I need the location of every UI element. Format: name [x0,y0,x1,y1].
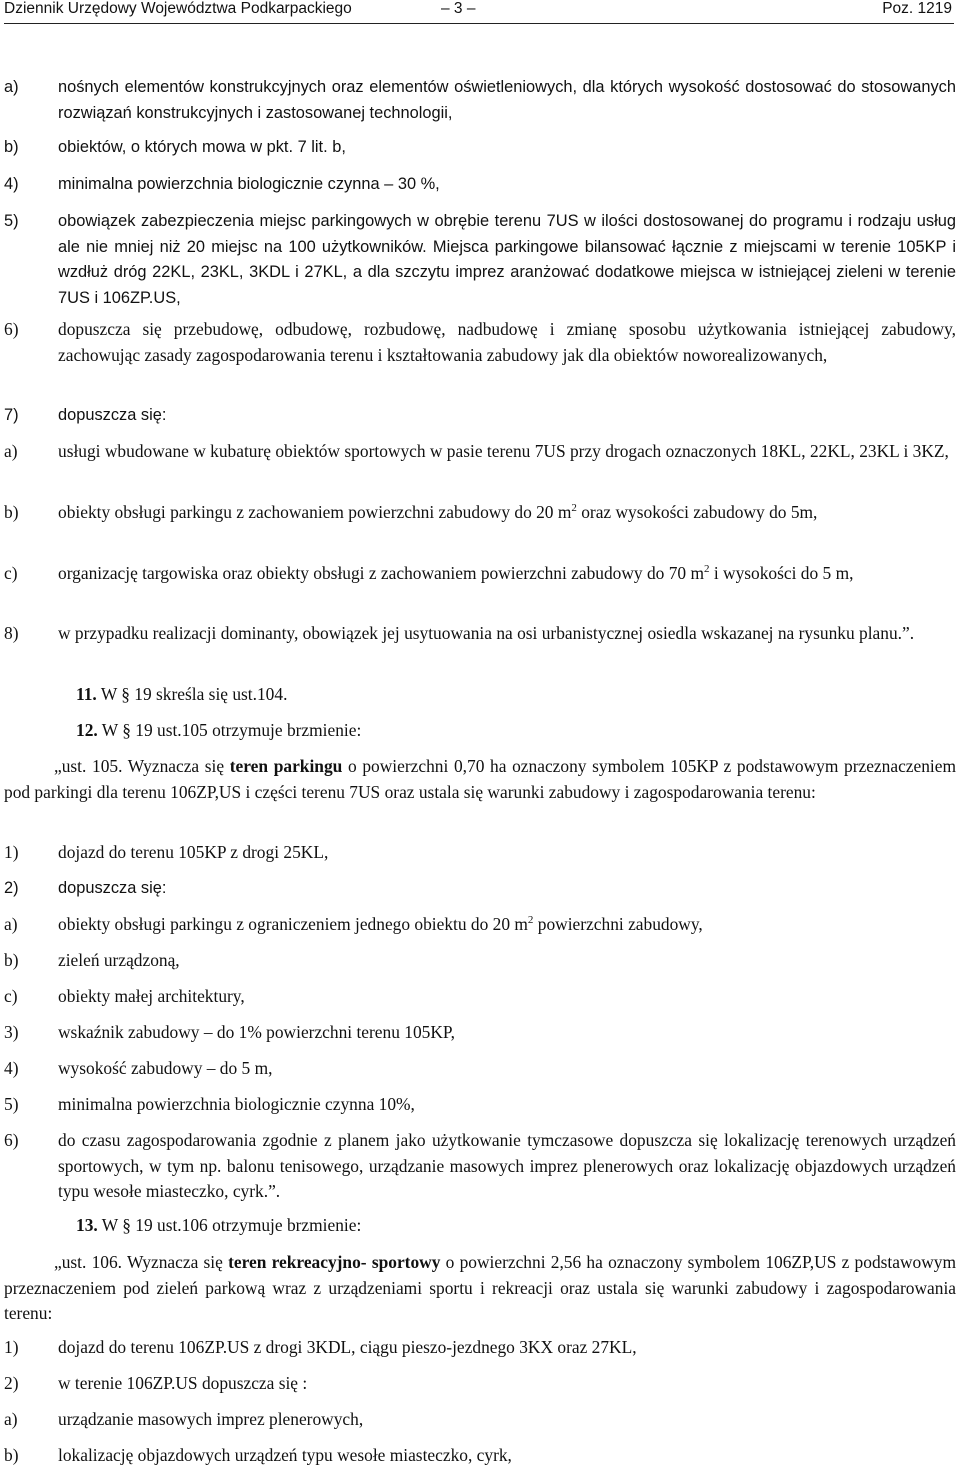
list-label: 4) [4,175,19,193]
list-label: 5) [4,1094,19,1114]
list-text-part: powierzchni zabudowy, [533,914,703,934]
list-text: dojazd do terenu 105KP z drogi 25KL, [58,842,329,862]
list-text: dopuszcza się: [58,879,167,897]
list-item [4,840,956,866]
intro-text: „ust. 106. Wyznacza się [54,1252,229,1272]
journal-title: Dziennik Urzędowy Województwa Podkarpackiego [4,0,352,17]
list-text-part: obiekty obsługi parkingu z ograniczeniem jednego obiektu do 20 m [58,914,528,934]
list-item [4,1407,956,1433]
list-text: nośnych elementów konstrukcyjnych oraz elementów oświetleniowych, dla których wysokość dostosować do stosowanych rozwiązań konstrukcyjnych i zastosowanej technologii, [58,78,956,122]
list-label: 1) [4,842,19,862]
list-item [4,1335,956,1361]
list-label: 3) [4,1022,19,1042]
intro-text: „ust. 105. Wyznacza się [54,756,230,776]
list-label: b) [4,502,19,522]
list-item [4,1092,956,1118]
list-item [4,172,956,198]
list-text: dopuszcza się: [58,406,167,424]
amendment-12 [76,718,960,744]
list-item [4,984,956,1010]
list-item [4,135,956,161]
list-label: 7) [4,406,19,424]
list-text: usługi wbudowane w kubaturę obiektów sportowych w pasie terenu 7US przy drogach oznaczonych 18KL, 22KL, 23KL i 3KZ, [58,441,949,461]
list-text: dojazd do terenu 106ZP.US z drogi 3KDL, ciągu pieszo-jezdnego 3KX oraz 27KL, [58,1337,637,1357]
list-text: dopuszcza się przebudowę, odbudowę, rozbudowę, nadbudowę i zmianę sposobu użytkowania istniejącej zabudowy, zachowując zasady zagospodarowania terenu i kształtowania zabudowy jak dla obiektów noworealizowanych, [58,319,956,365]
amendment-13 [76,1213,960,1239]
list-label: b) [4,1445,19,1465]
intro-text: o powierzchni 0,70 ha oznaczony symbolem 105KP z podstawowym przeznaczeniem pod parkingi dla terenu 106ZP,US i części terenu 7US oraz ustala się warunki zabudowy i zagospodarowania terenu: [4,756,956,802]
list-item [4,621,956,647]
list-item [4,1371,956,1397]
list-text-part: i wysokości do 5 m, [709,563,854,583]
list-label: c) [4,563,18,583]
list-text: w terenie 106ZP.US dopuszcza się : [58,1373,308,1393]
header-divider [4,23,954,24]
list-item [4,75,956,126]
list-item [4,561,956,587]
position-number: Poz. 1219 [882,0,952,17]
term-bold: teren rekreacyjno- sportowy [228,1252,441,1272]
amendment-text: W § 19 ust.106 otrzymuje brzmienie: [97,1215,362,1235]
list-item [4,439,956,465]
list-text: do czasu zagospodarowania zgodnie z planem jako użytkowanie tymczasowe dopuszcza się lokalizację terenowych urządzeń sportowych, w tym np. balonu tenisowego, urządzanie masowych imprez plenerowych oraz lokalizację objazdowych urządzeń typu wesołe miasteczko, cyrk.”. [58,1130,956,1201]
list-label: 4) [4,1058,19,1078]
list-item [4,1020,956,1046]
list-text: urządzanie masowych imprez plenerowych, [58,1409,364,1429]
list-text: lokalizację objazdowych urządzeń typu wesołe miasteczko, cyrk, [58,1445,512,1465]
list-label: b) [4,138,19,156]
list-text: obiektów, o których mowa w pkt. 7 lit. b, [58,138,346,156]
list-label: 8) [4,623,19,643]
list-label: 6) [4,319,19,339]
list-item [4,317,956,368]
list-label: a) [4,78,19,96]
list-item [4,1056,956,1082]
list-text: minimalna powierzchnia biologicznie czynna 10%, [58,1094,415,1114]
list-label: 5) [4,212,19,230]
list-item [4,1128,956,1205]
amendment-number: 11. [76,684,97,704]
term-bold: teren parkingu [229,756,343,776]
amendment-number: 12. [76,720,98,740]
list-label: c) [4,986,18,1006]
amendment-number: 13. [76,1215,98,1235]
amendment-text: W § 19 ust.105 otrzymuje brzmienie: [97,720,362,740]
amendment-text: W § 19 skreśla się ust.104. [96,684,288,704]
list-text: zieleń urządzoną, [58,950,180,970]
list-text: minimalna powierzchnia biologicznie czynna – 30 %, [58,175,440,193]
list-text [58,561,956,587]
list-item [4,1443,956,1469]
ust-106-intro [4,1250,956,1327]
list-label: 2) [4,879,19,897]
list-text-part: organizację targowiska oraz obiekty obsługi z zachowaniem powierzchni zabudowy do 70 m [58,563,704,583]
list-item [4,403,956,429]
list-label: a) [4,1409,18,1429]
list-text: obiekty małej architektury, [58,986,245,1006]
list-label: 1) [4,1337,19,1357]
list-item [4,209,956,311]
page-number: – 3 – [441,0,476,17]
list-text [58,209,956,311]
list-text-part: obiekty obsługi parkingu z zachowaniem powierzchni zabudowy do 20 m [58,502,572,522]
amendment-11 [76,682,960,708]
list-label: a) [4,441,18,461]
superscript: 2 [571,502,577,514]
list-text-part: obowiązek zabezpieczenia miejsc parkingowych w obrębie terenu 7US w ilości dostosowanej do programu i rodzaju usług ale nie mniej niż 20 miejsc na 100 użytkowników. [58,212,956,256]
superscript: 2 [703,563,710,575]
ust-105-intro [4,754,956,805]
list-label: 2) [4,1373,19,1393]
list-text: wskaźnik zabudowy – do 1% powierzchni terenu 105KP, [58,1022,455,1042]
list-label: 6) [4,1130,19,1150]
list-text-part: oraz wysokości zabudowy do 5m, [576,502,818,522]
page-header [4,0,952,22]
list-item [4,948,956,974]
list-text-part: Miejsca parkingowe bilansować łącznie z miejscami w terenie 105KP i wzdłuż dróg 22KL, 23KL, 3KDL i 27KL, a dla szczytu imprez aranżować dodatkowe miejsca w istniejącej zieleni w terenie 7US i 106ZP.US, [58,237,956,307]
list-item [4,876,956,902]
list-text [58,912,956,938]
list-item [4,912,956,938]
superscript: 2 [527,914,534,926]
intro-text: o powierzchni 2,56 ha oznaczony symbolem 106ZP,US z podstawowym przeznaczeniem pod zieleń parkową wraz z urządzeniami sportu i rekreacji oraz ustala się warunki zabudowy i zagospodarowania terenu: [4,1252,956,1323]
list-label: b) [4,950,19,970]
list-text: w przypadku realizacji dominanty, obowiązek jej usytuowania na osi urbanistycznej osiedla wskazanej na rysunku planu.”. [58,623,915,643]
list-label: a) [4,914,18,934]
list-text [58,500,956,526]
list-item [4,500,956,526]
list-text: wysokość zabudowy – do 5 m, [58,1058,273,1078]
